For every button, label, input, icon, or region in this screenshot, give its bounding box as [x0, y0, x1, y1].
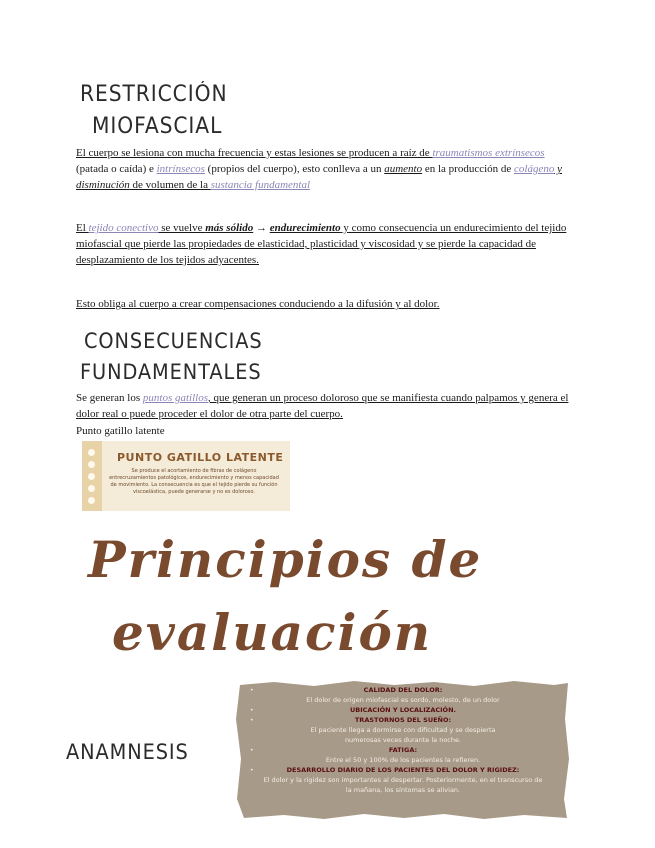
text: El cuerpo se lesiona con mucha frecuencia y estas lesiones se producen a raíz de	[76, 147, 433, 159]
paper-text: El dolor y la rigidez son importantes al despertar. Posteriormente, en el transcurso de	[263, 776, 543, 784]
paragraph-compensaciones: Esto obliga al cuerpo a crear compensaciones conduciendo a la difusión y al dolor.	[76, 298, 440, 310]
text: se vuelve	[158, 222, 206, 234]
text: y como consecuencia un endurecimiento del tejido miofascial que pierde las propiedades de elasticidad, plasticidad y viscosidad y se pierde la capacidad de desplazamiento de los tejidos adyacentes.	[76, 222, 567, 266]
emphasis-mas-solido: más sólido	[205, 222, 254, 234]
paper-heading: FATIGA:	[388, 746, 418, 754]
paper-text: Entre el 50 y 100% de los pacientes la refieren.	[325, 756, 481, 764]
text: de volumen de la	[129, 179, 211, 191]
card-decorative-strip	[82, 441, 102, 511]
bullet-icon: •	[250, 707, 254, 714]
paper-heading: CALIDAD DEL DOLOR:	[363, 686, 443, 694]
paper-text: la mañana, los síntomas se alivian.	[345, 786, 461, 794]
paper-heading: TRASTORNOS DEL SUEÑO:	[354, 716, 452, 724]
dot-icon	[88, 473, 95, 480]
text: El	[76, 222, 89, 234]
link-sustancia-fundamental[interactable]: sustancia fundamental	[210, 179, 311, 191]
section-title-restriccion-line2: MIOFASCIAL	[92, 114, 223, 139]
text: , que generan un proceso doloroso que se manifiesta cuando palpamos y genera el dolor real o puede proceder el dolor de otra parte del cuerpo.	[76, 392, 569, 420]
dot-icon	[88, 449, 95, 456]
anamnesis-title: ANAMNESIS	[66, 740, 189, 764]
bullet-icon: •	[250, 687, 254, 694]
emphasis-endurecimiento: endurecimiento	[269, 222, 341, 234]
paragraph-lesiones	[76, 145, 576, 193]
link-traumatismos[interactable]: traumatismos extrínsecos	[432, 147, 545, 159]
section-title-restriccion-line1: RESTRICCIÓN	[80, 82, 228, 107]
paper-heading: UBICACIÓN Y LOCALIZACIÓN.	[349, 706, 456, 714]
text: Se generan los	[76, 392, 143, 404]
bullet-icon: •	[250, 747, 254, 754]
link-puntos-gatillos[interactable]: puntos gatillos	[142, 392, 208, 404]
dot-icon	[88, 497, 95, 504]
script-title-line2: evaluación	[112, 603, 433, 662]
paragraph-punto-gatillo-latente: Punto gatillo latente	[76, 425, 165, 437]
bullet-icon: •	[250, 767, 254, 774]
paragraph-tejido-conectivo	[76, 220, 576, 268]
link-tejido-conectivo[interactable]: tejido conectivo	[88, 222, 159, 234]
section-title-consecuencias-line1: CONSECUENCIAS	[84, 329, 263, 353]
text: y	[554, 163, 563, 175]
text: (propios del cuerpo), esto conlleva a un	[204, 163, 385, 175]
emphasis-disminucion: disminución	[76, 179, 130, 191]
paper-text-block	[242, 685, 564, 795]
paper-heading: DESARROLLO DIARIO DE LOS PACIENTES DEL DOLOR Y RIGIDEZ:	[286, 766, 520, 774]
paper-text: El dolor de origen miofascial es sordo, molesto, de un dolor	[306, 696, 500, 704]
link-colageno[interactable]: colágeno	[514, 163, 555, 175]
paper-text: El paciente llega a dormirse con dificultad y se despierta	[310, 726, 496, 734]
paper-text: numerosas veces durante la noche.	[344, 736, 462, 744]
text: (patada o caída) e	[76, 163, 157, 175]
card-text: Se produce el acortamiento de fibras de colágeno entrecruzamientos patológicos, endurecimiento y menos capacidad de movimiento. La consecuencia es que el tejido pierde su función viscoelástica, puede generarse y no es doloroso.	[109, 468, 279, 495]
emphasis-aumento: aumento	[384, 163, 423, 175]
text: →	[253, 222, 270, 234]
card-title: PUNTO GATILLO LATENTE	[117, 451, 284, 464]
text: en la producción de	[422, 163, 515, 175]
section-title-consecuencias-line2: FUNDAMENTALES	[80, 360, 262, 384]
dot-icon	[88, 461, 95, 468]
paragraph-puntos-gatillos	[76, 390, 576, 422]
bullet-icon: •	[250, 717, 254, 724]
dot-icon	[88, 485, 95, 492]
link-intrinsecos[interactable]: intrínsecos	[156, 163, 205, 175]
script-title-line1: Principios de	[88, 530, 483, 589]
